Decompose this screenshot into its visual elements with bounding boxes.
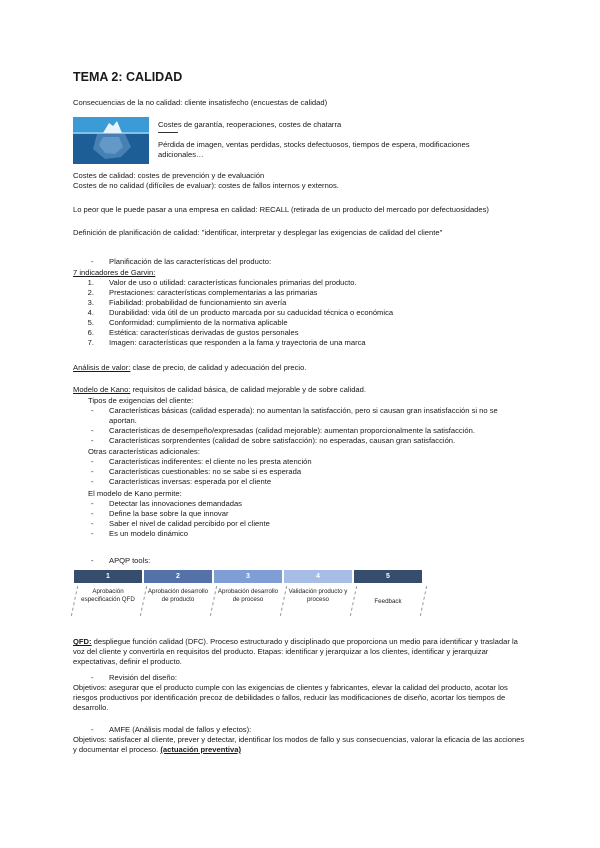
apqp-step-label: Aprobación desarrollo de proceso: [217, 588, 279, 603]
list-item: Características inversas: esperada por el cliente: [109, 477, 272, 486]
list-number: 2.: [87, 288, 94, 297]
list-item: Características de desempeño/expresadas (calidad mejorable): aumentan proporcionalmente la satisfacción.: [109, 426, 475, 435]
kano-permite-heading: El modelo de Kano permite:: [88, 489, 182, 498]
bullet-dash: -: [91, 673, 94, 682]
consecuencias-line: Consecuencias de la no calidad: cliente insatisfecho (encuestas de calidad): [73, 98, 328, 107]
bullet-dash: -: [91, 257, 94, 266]
list-number: 4.: [87, 308, 94, 317]
amfe-heading: AMFE (Análisis modal de fallos y efectos):: [109, 725, 252, 734]
apqp-heading: APQP tools:: [109, 556, 151, 565]
analisis-text: clase de precio, de calidad y adecuación del precio.: [130, 363, 307, 372]
costes-no-calidad: Costes de no calidad (difíciles de evaluar): costes de fallos internos y externos.: [73, 181, 339, 190]
apqp-separator: [420, 586, 428, 616]
apqp-step-label: Aprobación especificación QFD: [81, 588, 135, 603]
list-item: Características básicas (calidad esperada): no aumentan la satisfacción, pero si causan gran insatisfacción si no se: [109, 406, 498, 415]
bullet-dash: -: [91, 436, 94, 445]
kano-line: [73, 385, 366, 395]
bullet-dash: -: [91, 477, 94, 486]
step-number: 2: [176, 573, 180, 580]
list-item: Características indiferentes: el cliente no les presta atención: [109, 457, 312, 466]
apqp-step-label: Feedback: [374, 598, 402, 605]
apqp-step-label: Aprobación desarrollo de producto: [147, 588, 209, 603]
step-number: 4: [316, 573, 320, 580]
list-item: Define la base sobre la que innovar: [109, 509, 229, 518]
iceberg-visible-costs: Costes de garantía, reoperaciones, costes de chatarra: [158, 120, 342, 129]
list-item: Características sorprendentes (calidad de sobre satisfacción): no esperadas, causan gran satisfacción.: [109, 436, 456, 445]
step-number: 5: [386, 573, 390, 580]
list-number: 7.: [87, 338, 94, 347]
list-number: 6.: [87, 328, 94, 337]
list-item: Fiabilidad: probabilidad de funcionamiento sin avería: [109, 298, 287, 307]
costes-calidad: Costes de calidad: costes de prevención y de evaluación: [73, 171, 265, 180]
amfe-paragraph: [73, 735, 525, 755]
bullet-dash: -: [91, 529, 94, 538]
apqp-step-1: [74, 570, 142, 583]
step-number: 1: [106, 573, 110, 580]
bullet-dash: -: [91, 467, 94, 476]
revision-heading: Revisión del diseño:: [109, 673, 177, 682]
list-item: Prestaciones: características complementarias a las primarias: [109, 288, 318, 297]
revision-paragraph: Objetivos: asegurar que el producto cumple con las exigencias de clientes y fabricantes, elevar la calidad del producto, acotar los riesgos productivos por identificación precoz de debilidades o fallos, reducir las modificaciones de diseño, acortar los tiempos de desarrollo.: [73, 683, 508, 712]
list-item: Detectar las innovaciones demandadas: [109, 499, 242, 508]
list-number: 3.: [87, 298, 94, 307]
bullet-dash: -: [91, 556, 94, 565]
list-item: Conformidad: cumplimiento de la normativa aplicable: [109, 318, 288, 327]
list-item: Estética: características derivadas de gustos personales: [109, 328, 299, 337]
list-item: Es un modelo dinámico: [109, 529, 188, 538]
qfd-text: despliegue función calidad (DFC). Proceso estructurado y disciplinado que proporciona un medio para identificar y trasladar la voz del cliente y convertirla en requisitos del producto. Etapas: identificar y jerarquizar a los clientes, identificar y jerarquizar expectativas, definir el producto.: [73, 637, 518, 666]
bullet-dash: -: [91, 426, 94, 435]
iceberg-image: [73, 117, 149, 164]
bullet-dash: -: [91, 406, 94, 415]
bullet-dash: -: [91, 457, 94, 466]
list-item: Valor de uso o utilidad: características funcionales primarias del producto.: [109, 278, 357, 287]
apqp-step-5: [354, 570, 422, 583]
qfd-label: QFD:: [73, 637, 92, 646]
kano-label: Modelo de Kano:: [73, 385, 131, 394]
bullet-dash: -: [91, 725, 94, 734]
list-item-continuation: aportan.: [109, 416, 137, 425]
bullet-dash: -: [91, 519, 94, 528]
apqp-diagram: [74, 570, 522, 630]
amfe-text: Objetivos: satisfacer al cliente, prever y detectar, identificar los modos de fallo y sus consecuencias, valorar la eficacia de las acciones y documentar el proceso.: [73, 735, 525, 754]
kano-text: requisitos de calidad básica, de calidad mejorable y de sobre calidad.: [130, 385, 366, 394]
step-number: 3: [246, 573, 250, 580]
garvin-heading: 7 indicadores de Garvin:: [73, 268, 156, 277]
list-number: 1.: [87, 278, 94, 287]
list-item: Durabilidad: vida útil de un producto marcada por su caducidad técnica o económica: [109, 308, 394, 317]
analisis-line: [73, 363, 306, 373]
amfe-tail: (actuación preventiva): [160, 745, 241, 754]
kano-otras-heading: Otras características adicionales:: [88, 447, 200, 456]
apqp-step-4: [284, 570, 352, 583]
list-number: 5.: [87, 318, 94, 327]
page-title: TEMA 2: CALIDAD: [73, 70, 183, 84]
qfd-paragraph: [73, 637, 525, 667]
bullet-dash: -: [91, 499, 94, 508]
planificacion-line: Planificación de las características del producto:: [109, 257, 272, 266]
definicion-line: Definición de planificación de calidad: "identificar, interpretar y desplegar las exigencias de calidad del cliente": [73, 228, 443, 237]
list-item: Imagen: características que responden a la fama y trayectoria de una marca: [109, 338, 366, 347]
bullet-dash: -: [91, 509, 94, 518]
apqp-step-2: [144, 570, 212, 583]
apqp-step-label: Validación producto y proceso: [288, 588, 348, 603]
iceberg-hidden-costs: Pérdida de imagen, ventas perdidas, stocks defectuosos, tiempos de espera, modificaciones adicionales…: [158, 140, 470, 159]
list-item: Saber el nivel de calidad percibido por el cliente: [109, 519, 270, 528]
apqp-step-3: [214, 570, 282, 583]
list-item: Características cuestionables: no se sabe si es esperada: [109, 467, 302, 476]
kano-tipos-heading: Tipos de exigencias del cliente:: [88, 396, 194, 405]
recall-line: Lo peor que le puede pasar a una empresa en calidad: RECALL (retirada de un producto del mercado por defectuosidades): [73, 205, 489, 214]
divider: [158, 132, 178, 133]
analisis-label: Análisis de valor:: [73, 363, 131, 372]
